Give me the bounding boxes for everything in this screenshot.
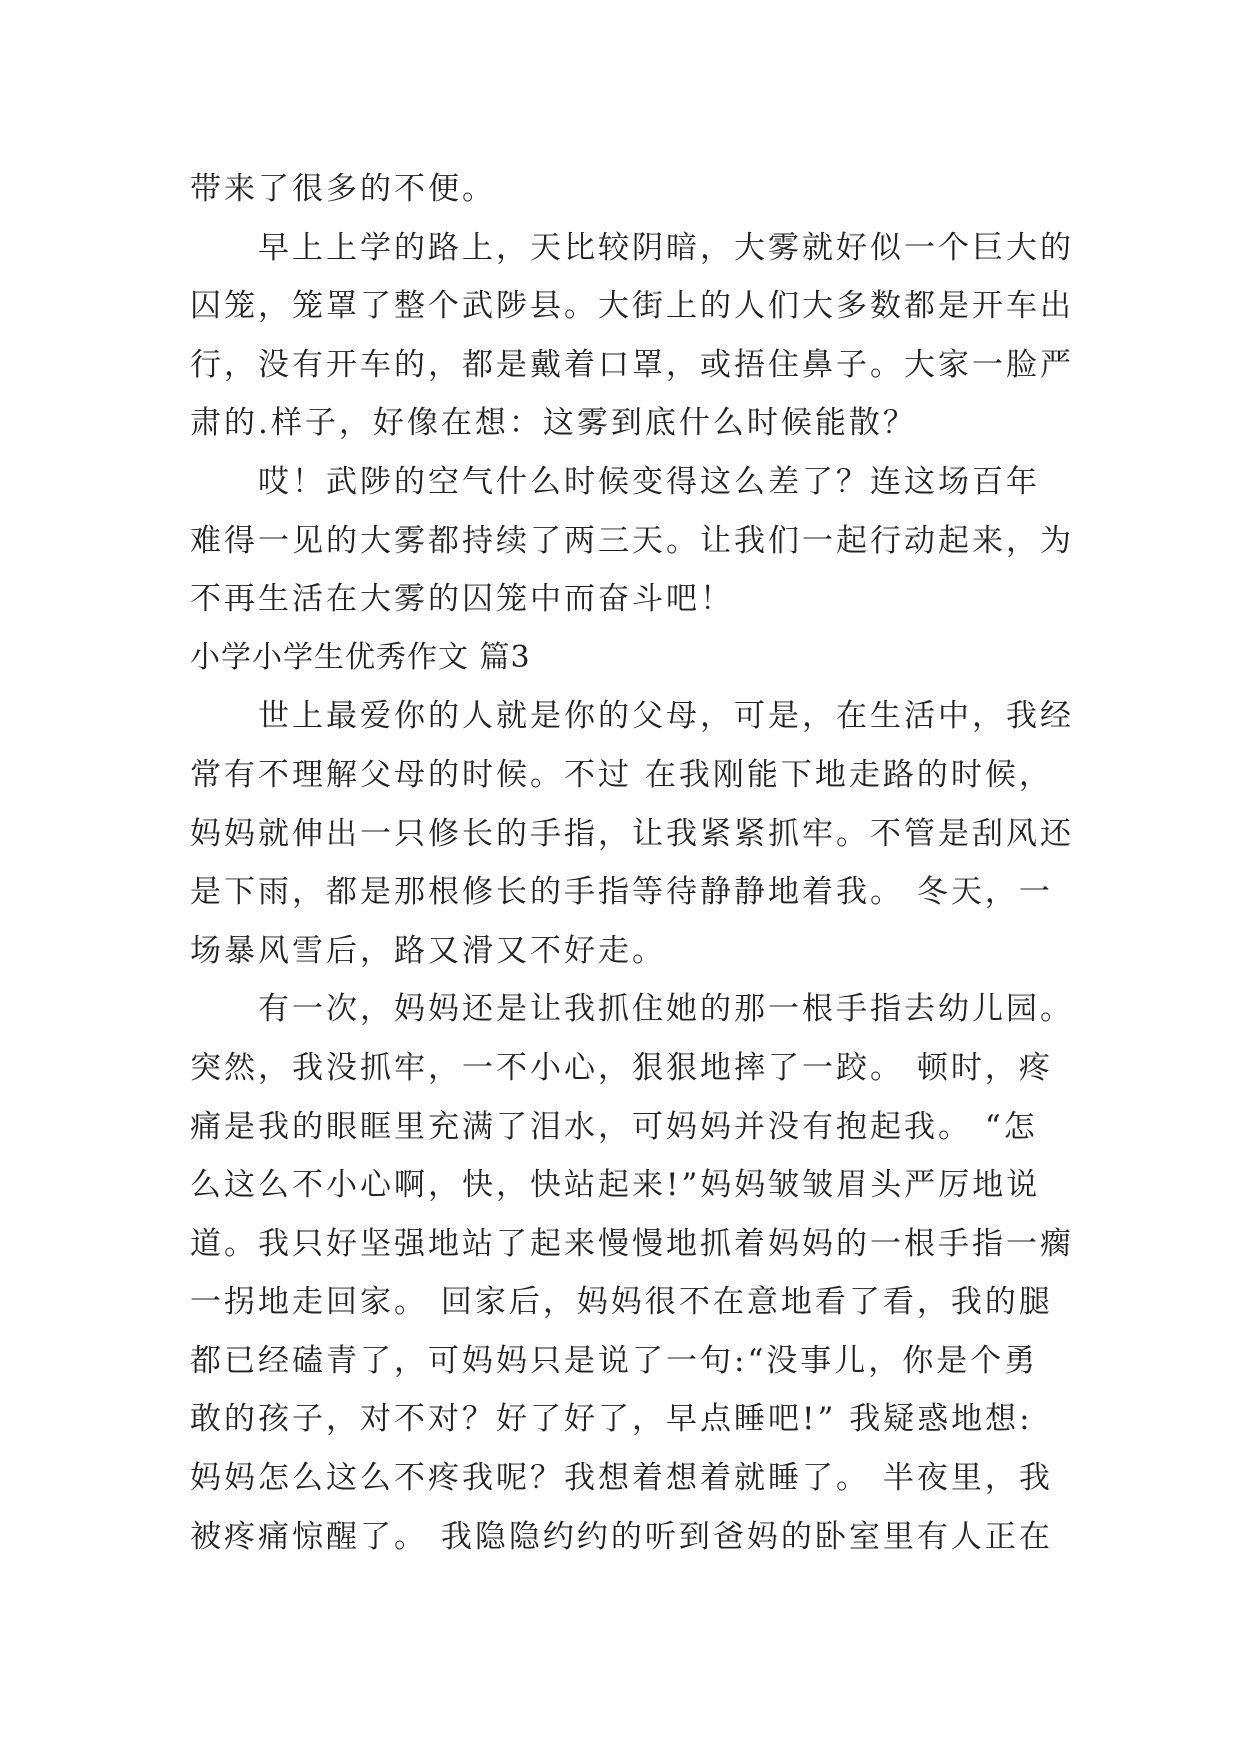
text-line: 敢的孩子，对不对？好了好了，早点睡吧!” 我疑惑地想: xyxy=(190,1401,1033,1438)
text-line: 都已经磕青了，可妈妈只是说了一句:“没事儿，你是个勇 xyxy=(190,1342,1039,1379)
text-line: 妈妈就伸出一只修长的手指，让我紧紧抓牢。不管是刮风还 xyxy=(190,815,1074,852)
text-line: 肃的.样子，好像在想：这雾到底什么时候能散？ xyxy=(190,405,917,442)
text-line: 行，没有开车的，都是戴着口罩，或捂住鼻子。大家一脸严 xyxy=(190,346,1074,383)
text-line: 带来了很多的不便。 xyxy=(190,171,496,207)
text-line: 早上上学的路上，天比较阴暗，大雾就好似一个巨大的 xyxy=(258,229,1074,266)
text-line: 有一次，妈妈还是让我抓住她的那一根手指去幼儿园。 xyxy=(258,991,1074,1028)
text-line: 突然，我没抓牢，一不小心，狠狠地摔了一跤。 顿时，疼 xyxy=(190,1049,1053,1086)
text-line: 哎！武陟的空气什么时候变得这么差了？连这场百年 xyxy=(258,463,1040,500)
text-line: 难得一见的大雾都持续了两三天。让我们一起行动起来，为 xyxy=(190,522,1074,559)
text-line: 道。我只好坚强地站了起来慢慢地抓着妈妈的一根手指一瘸 xyxy=(190,1225,1074,1262)
text-line: 不再生活在大雾的囚笼中而奋斗吧！ xyxy=(190,581,734,618)
text-line: 常有不理解父母的时候。不过 在我刚能下地走路的时候， xyxy=(190,756,1053,793)
text-line: 世上最爱你的人就是你的父母，可是，在生活中，我经 xyxy=(258,698,1074,735)
text-line: 囚笼，笼罩了整个武陟县。大街上的人们大多数都是开车出 xyxy=(190,288,1074,325)
text-line: 是下雨，都是那根修长的手指等待静静地着我。 冬天，一 xyxy=(190,874,1053,911)
text-line: 痛是我的眼眶里充满了泪水，可妈妈并没有抱起我。 “怎 xyxy=(190,1108,1038,1145)
section-heading: 小学小学生优秀作文 篇3 xyxy=(190,639,531,675)
document-page xyxy=(190,160,1074,1566)
text-line: 么这么不小心啊，快，快站起来!”妈妈皱皱眉头严厉地说 xyxy=(190,1167,1041,1204)
text-line: 被疼痛惊醒了。 我隐隐约约的听到爸妈的卧室里有人正在 xyxy=(190,1518,1053,1555)
text-line: 场暴风雪后，路又滑又不好走。 xyxy=(190,932,666,969)
text-line: 妈妈怎么这么不疼我呢？我想着想着就睡了。 半夜里，我 xyxy=(190,1460,1053,1497)
text-line: 一拐地走回家。 回家后，妈妈很不在意地看了看，我的腿 xyxy=(190,1284,1053,1321)
